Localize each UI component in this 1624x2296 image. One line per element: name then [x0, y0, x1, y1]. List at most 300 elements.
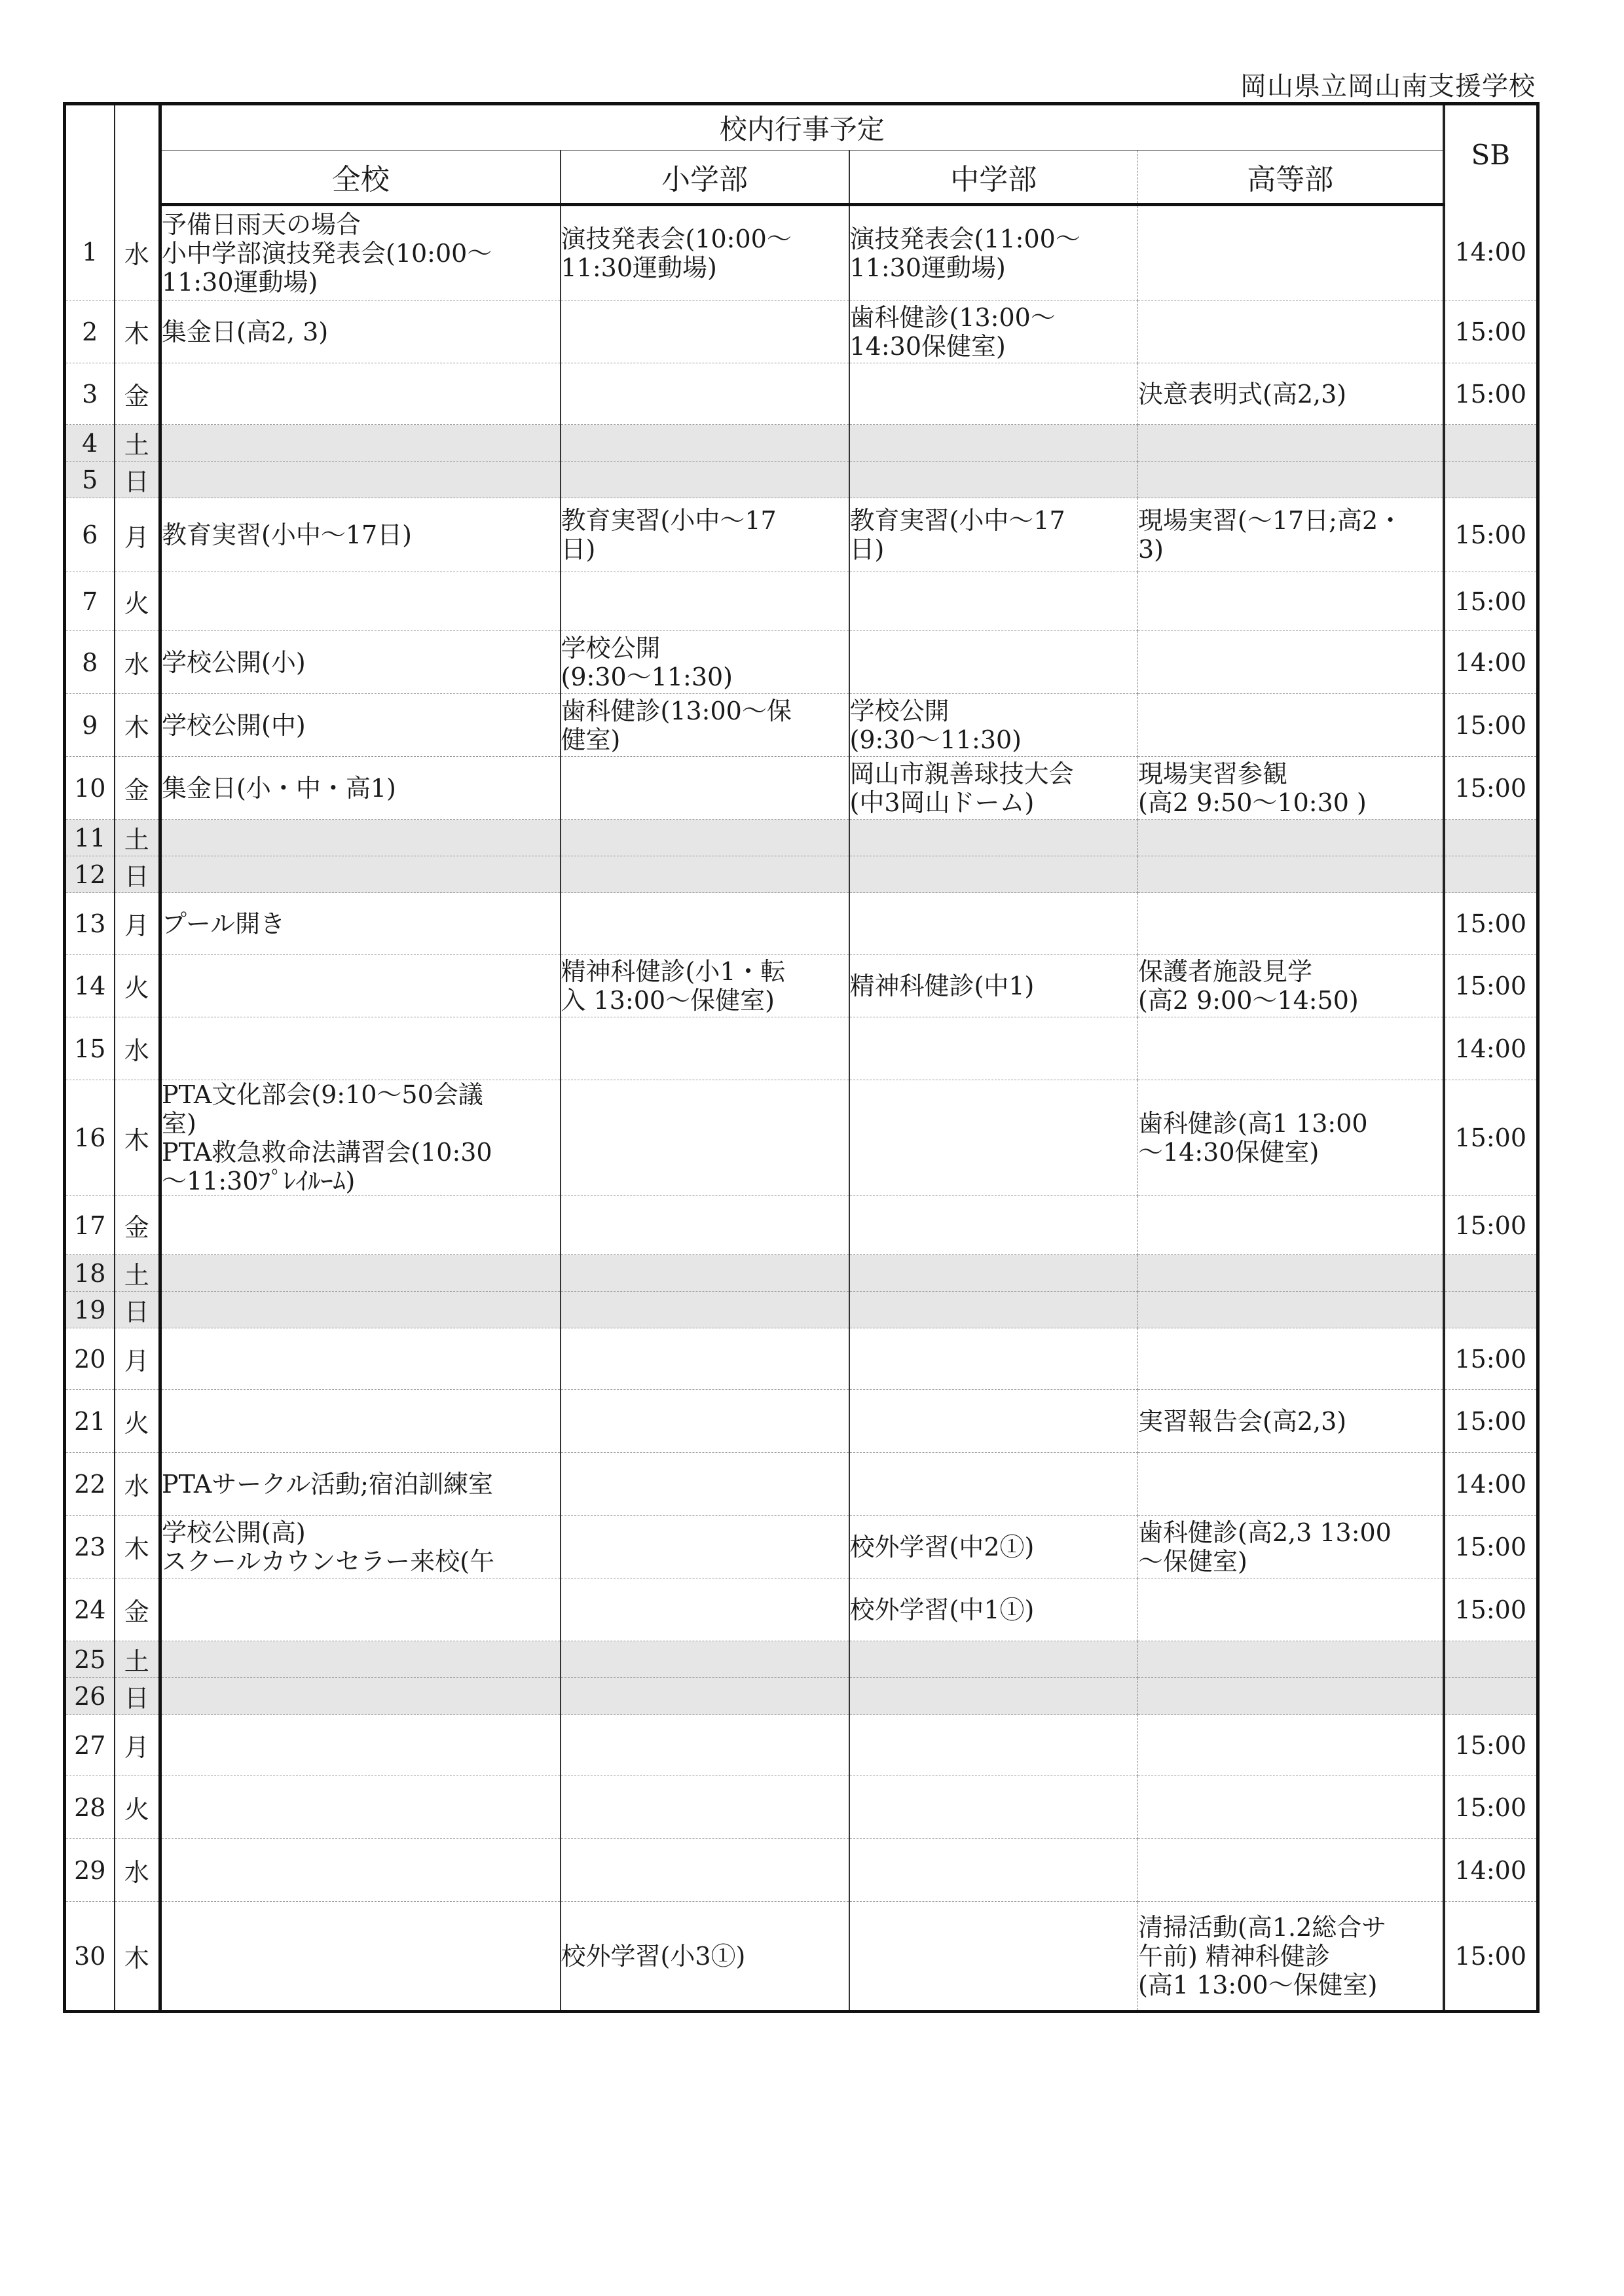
cell-high — [1138, 1678, 1444, 1715]
cell-elementary — [561, 820, 849, 856]
table-row — [65, 205, 1538, 301]
cell-sb-time — [1444, 893, 1538, 955]
table-row — [65, 1678, 1538, 1715]
cell-high — [1138, 572, 1444, 631]
table-row — [65, 757, 1538, 820]
day-of-week-text: 水 — [124, 1858, 149, 1887]
cell-elementary — [561, 1516, 849, 1578]
cell-elementary — [561, 301, 849, 363]
cell-middle — [849, 1516, 1138, 1578]
cell-sb-time-text: 15:00 — [1454, 520, 1527, 549]
cell-high-text: 歯科健診(高1 13:00 ～14:30保健室) — [1138, 1109, 1368, 1167]
cell-sb-time — [1444, 462, 1538, 498]
cell-middle — [849, 1839, 1138, 1902]
day-number-text: 11 — [74, 823, 106, 852]
day-of-week-text: 月 — [124, 522, 149, 552]
cell-elementary — [561, 1776, 849, 1839]
day-of-week-text: 木 — [124, 713, 149, 742]
cell-all-school — [160, 205, 561, 301]
header-middle: 中学部 — [849, 151, 1138, 205]
day-of-week-text: 水 — [124, 240, 149, 269]
day-number-text: 1 — [82, 238, 98, 267]
cell-elementary-text: 演技発表会(10:00～ 11:30運動場) — [561, 224, 792, 282]
day-number — [65, 1080, 115, 1196]
table-row — [65, 1390, 1538, 1453]
cell-middle — [849, 425, 1138, 462]
day-number — [65, 572, 115, 631]
cell-middle-text: 校外学習(中2①) — [849, 1532, 1035, 1561]
cell-elementary — [561, 757, 849, 820]
cell-sb-time — [1444, 1678, 1538, 1715]
cell-middle — [849, 1255, 1138, 1292]
day-number-text: 25 — [74, 1645, 106, 1674]
day-of-week — [115, 572, 160, 631]
cell-middle — [849, 631, 1138, 694]
cell-middle — [849, 1196, 1138, 1255]
table-row — [65, 1641, 1538, 1678]
day-number — [65, 820, 115, 856]
table-row — [65, 1080, 1538, 1196]
day-number — [65, 301, 115, 363]
cell-middle — [849, 893, 1138, 955]
cell-high — [1138, 1578, 1444, 1641]
cell-sb-time-text: 15:00 — [1454, 1793, 1527, 1822]
cell-elementary — [561, 1839, 849, 1902]
cell-middle-text: 教育実習(小中～17 日) — [849, 506, 1065, 564]
cell-high — [1138, 1516, 1444, 1578]
cell-sb-time — [1444, 955, 1538, 1017]
cell-middle — [849, 462, 1138, 498]
cell-elementary — [561, 1715, 849, 1776]
cell-elementary — [561, 363, 849, 425]
cell-elementary — [561, 1578, 849, 1641]
cell-middle — [849, 1453, 1138, 1516]
day-number — [65, 1578, 115, 1641]
cell-all-school — [160, 1453, 561, 1516]
day-of-week — [115, 820, 160, 856]
cell-elementary — [561, 572, 849, 631]
day-of-week — [115, 301, 160, 363]
cell-elementary — [561, 1902, 849, 2012]
day-of-week-text: 金 — [124, 1597, 149, 1626]
cell-sb-time — [1444, 1776, 1538, 1839]
day-of-week — [115, 1292, 160, 1328]
table-row — [65, 1839, 1538, 1902]
cell-middle — [849, 820, 1138, 856]
day-number-text: 26 — [74, 1681, 106, 1711]
day-number — [65, 425, 115, 462]
cell-all-school — [160, 1678, 561, 1715]
day-number — [65, 1328, 115, 1390]
table-row — [65, 363, 1538, 425]
cell-sb-time-text: 14:00 — [1454, 238, 1527, 267]
cell-all-school — [160, 301, 561, 363]
day-of-week-text: 火 — [124, 1795, 149, 1824]
day-number-text: 30 — [74, 1941, 106, 1971]
table-row — [65, 1292, 1538, 1328]
cell-sb-time-text: 15:00 — [1454, 710, 1527, 740]
table-row — [65, 1715, 1538, 1776]
cell-all-school — [160, 1641, 561, 1678]
cell-middle-text: 演技発表会(11:00～ 11:30運動場) — [849, 224, 1080, 282]
event-schedule-table — [63, 102, 1540, 2013]
cell-sb-time-text: 15:00 — [1454, 1730, 1527, 1760]
day-number — [65, 1196, 115, 1255]
cell-high — [1138, 498, 1444, 572]
cell-elementary-text: 歯科健診(13:00～保 健室) — [561, 696, 792, 754]
day-number — [65, 757, 115, 820]
cell-high-text: 現場実習参観 (高2 9:50～10:30 ) — [1138, 759, 1367, 817]
day-number — [65, 1292, 115, 1328]
cell-elementary — [561, 498, 849, 572]
day-of-week-text: 月 — [124, 911, 149, 940]
day-number-text: 18 — [74, 1258, 106, 1288]
table-row — [65, 462, 1538, 498]
day-number — [65, 856, 115, 893]
day-of-week-text: 日 — [124, 1298, 149, 1326]
day-number-text: 7 — [82, 587, 98, 616]
day-of-week — [115, 1017, 160, 1080]
day-of-week-text: 土 — [124, 1647, 149, 1676]
cell-middle — [849, 1776, 1138, 1839]
table-row — [65, 1453, 1538, 1516]
cell-sb-time — [1444, 1017, 1538, 1080]
day-of-week — [115, 498, 160, 572]
cell-middle — [849, 363, 1138, 425]
day-of-week-text: 火 — [124, 1409, 149, 1438]
cell-high — [1138, 694, 1444, 757]
cell-all-school — [160, 893, 561, 955]
day-of-week — [115, 1196, 160, 1255]
cell-sb-time-text: 15:00 — [1454, 1532, 1527, 1561]
cell-all-school-text: 学校公開(中) — [162, 710, 306, 740]
dow-header-blank — [115, 104, 160, 205]
day-of-week — [115, 1678, 160, 1715]
cell-all-school — [160, 462, 561, 498]
day-of-week — [115, 631, 160, 694]
day-number — [65, 955, 115, 1017]
day-number-text: 27 — [74, 1730, 106, 1760]
cell-high — [1138, 462, 1444, 498]
cell-elementary-text: 教育実習(小中～17 日) — [561, 506, 777, 564]
cell-elementary — [561, 955, 849, 1017]
cell-sb-time — [1444, 1255, 1538, 1292]
cell-all-school — [160, 425, 561, 462]
cell-middle-text: 精神科健診(中1) — [849, 971, 1035, 1000]
cell-high — [1138, 1017, 1444, 1080]
cell-sb-time-text: 14:00 — [1454, 1469, 1527, 1499]
header-title: 校内行事予定 — [160, 104, 1444, 151]
cell-elementary — [561, 1255, 849, 1292]
cell-high — [1138, 1292, 1444, 1328]
cell-all-school — [160, 856, 561, 893]
cell-all-school — [160, 820, 561, 856]
header-elementary: 小学部 — [561, 151, 849, 205]
cell-all-school — [160, 498, 561, 572]
day-of-week — [115, 205, 160, 301]
cell-elementary — [561, 631, 849, 694]
day-number — [65, 205, 115, 301]
table-row — [65, 498, 1538, 572]
cell-high — [1138, 955, 1444, 1017]
day-number — [65, 363, 115, 425]
day-number-text: 5 — [82, 465, 98, 494]
header-all: 全校 — [160, 151, 561, 205]
cell-elementary — [561, 205, 849, 301]
day-number-text: 6 — [82, 520, 98, 549]
cell-all-school — [160, 1516, 561, 1578]
cell-sb-time-text: 15:00 — [1454, 317, 1527, 346]
cell-high-text: 実習報告会(高2,3) — [1138, 1406, 1347, 1436]
cell-sb-time-text: 15:00 — [1454, 379, 1527, 409]
table-row — [65, 955, 1538, 1017]
cell-middle — [849, 1080, 1138, 1196]
table-row — [65, 1328, 1538, 1390]
day-number-text: 21 — [74, 1406, 106, 1436]
cell-middle — [849, 1715, 1138, 1776]
cell-high — [1138, 631, 1444, 694]
day-number-text: 4 — [82, 428, 98, 458]
day-number-text: 16 — [74, 1123, 106, 1152]
cell-all-school-text: PTAサークル活動;宿泊訓練室 — [162, 1469, 493, 1499]
cell-middle — [849, 205, 1138, 301]
day-of-week-text: 火 — [124, 974, 149, 1002]
day-of-week-text: 土 — [124, 826, 149, 854]
table-row — [65, 694, 1538, 757]
table-row — [65, 1776, 1538, 1839]
table-row — [65, 1255, 1538, 1292]
day-number-text: 9 — [82, 710, 98, 740]
day-of-week — [115, 856, 160, 893]
day-number-text: 28 — [74, 1793, 106, 1822]
cell-sb-time — [1444, 1578, 1538, 1641]
cell-all-school — [160, 631, 561, 694]
cell-elementary — [561, 1678, 849, 1715]
cell-all-school — [160, 1390, 561, 1453]
table-row — [65, 1578, 1538, 1641]
cell-high — [1138, 893, 1444, 955]
day-of-week-text: 金 — [124, 776, 149, 805]
cell-high — [1138, 757, 1444, 820]
cell-elementary — [561, 1641, 849, 1678]
day-number-text: 24 — [74, 1595, 106, 1624]
cell-high-text: 保護者施設見学 (高2 9:00～14:50) — [1138, 957, 1359, 1015]
cell-middle — [849, 955, 1138, 1017]
day-of-week — [115, 1641, 160, 1678]
table-row — [65, 301, 1538, 363]
cell-all-school — [160, 694, 561, 757]
cell-high — [1138, 425, 1444, 462]
day-number — [65, 1255, 115, 1292]
cell-sb-time-text: 15:00 — [1454, 773, 1527, 803]
cell-elementary — [561, 694, 849, 757]
day-of-week-text: 月 — [124, 1733, 149, 1762]
cell-sb-time-text: 15:00 — [1454, 909, 1527, 938]
day-of-week-text: 日 — [124, 467, 149, 496]
cell-high — [1138, 1255, 1444, 1292]
day-of-week — [115, 1516, 160, 1578]
day-of-week — [115, 1080, 160, 1196]
cell-all-school-text: プール開き — [162, 909, 286, 938]
cell-sb-time — [1444, 1328, 1538, 1390]
cell-high-text: 歯科健診(高2,3 13:00 ～保健室) — [1138, 1518, 1392, 1576]
cell-middle — [849, 572, 1138, 631]
day-number-text: 29 — [74, 1855, 106, 1885]
day-of-week-text: 日 — [124, 1684, 149, 1713]
cell-middle — [849, 757, 1138, 820]
cell-elementary — [561, 1196, 849, 1255]
cell-sb-time-text: 14:00 — [1454, 647, 1527, 677]
cell-high-text: 現場実習(～17日;高2・ 3) — [1138, 506, 1403, 564]
cell-sb-time — [1444, 1902, 1538, 2012]
day-number — [65, 1839, 115, 1902]
day-of-week — [115, 955, 160, 1017]
day-of-week-text: 月 — [124, 1347, 149, 1376]
cell-sb-time — [1444, 820, 1538, 856]
cell-sb-time-text: 15:00 — [1454, 587, 1527, 616]
cell-sb-time — [1444, 1715, 1538, 1776]
day-of-week-text: 木 — [124, 1125, 149, 1155]
cell-sb-time — [1444, 1080, 1538, 1196]
table-row — [65, 572, 1538, 631]
cell-sb-time-text: 15:00 — [1454, 1211, 1527, 1240]
day-of-week — [115, 425, 160, 462]
cell-sb-time — [1444, 757, 1538, 820]
cell-sb-time — [1444, 205, 1538, 301]
day-of-week — [115, 363, 160, 425]
cell-sb-time — [1444, 631, 1538, 694]
cell-sb-time — [1444, 498, 1538, 572]
day-of-week — [115, 757, 160, 820]
cell-high — [1138, 1715, 1444, 1776]
day-of-week — [115, 1453, 160, 1516]
cell-middle-text: 校外学習(中1①) — [849, 1595, 1035, 1624]
cell-all-school — [160, 1328, 561, 1390]
cell-sb-time — [1444, 1292, 1538, 1328]
cell-sb-time — [1444, 301, 1538, 363]
table-row — [65, 893, 1538, 955]
day-number-text: 22 — [74, 1469, 106, 1499]
day-of-week-text: 水 — [124, 650, 149, 679]
cell-all-school-text: 予備日雨天の場合 小中学部演技発表会(10:00～ 11:30運動場) — [162, 210, 492, 297]
cell-middle — [849, 1292, 1138, 1328]
day-of-week — [115, 1902, 160, 2012]
cell-high — [1138, 1839, 1444, 1902]
day-number-text: 23 — [74, 1532, 106, 1561]
day-of-week-text: 水 — [124, 1472, 149, 1501]
table-row — [65, 820, 1538, 856]
cell-elementary — [561, 1292, 849, 1328]
day-of-week-text: 火 — [124, 589, 149, 618]
cell-sb-time-text: 15:00 — [1454, 1406, 1527, 1436]
cell-all-school-text: PTA文化部会(9:10～50会議 室) PTA救急救命法講習会(10:30 ～11:30ﾌﾟﾚｲﾙｰﾑ) — [162, 1080, 492, 1195]
cell-high — [1138, 301, 1444, 363]
cell-high — [1138, 363, 1444, 425]
cell-high — [1138, 1453, 1444, 1516]
day-number-text: 2 — [82, 317, 98, 346]
cell-all-school — [160, 1255, 561, 1292]
cell-sb-time-text: 15:00 — [1454, 1941, 1527, 1971]
day-of-week-text: 金 — [124, 382, 149, 410]
cell-middle — [849, 1902, 1138, 2012]
day-of-week-text: 金 — [124, 1213, 149, 1242]
table-row — [65, 631, 1538, 694]
cell-middle — [849, 1328, 1138, 1390]
day-number-text: 14 — [74, 971, 106, 1000]
day-number-text: 12 — [74, 860, 106, 889]
cell-all-school-text: 学校公開(小) — [162, 647, 306, 677]
day-of-week — [115, 1255, 160, 1292]
cell-middle — [849, 1017, 1138, 1080]
header-sb: SB — [1444, 104, 1538, 205]
day-number — [65, 694, 115, 757]
table-row — [65, 1196, 1538, 1255]
cell-sb-time — [1444, 694, 1538, 757]
cell-high — [1138, 1080, 1444, 1196]
header-high: 高等部 — [1138, 151, 1444, 205]
cell-high — [1138, 1328, 1444, 1390]
cell-high — [1138, 205, 1444, 301]
cell-sb-time-text: 15:00 — [1454, 1595, 1527, 1624]
table-row — [65, 1017, 1538, 1080]
cell-all-school — [160, 757, 561, 820]
cell-middle — [849, 498, 1138, 572]
cell-elementary — [561, 425, 849, 462]
cell-all-school — [160, 1196, 561, 1255]
cell-middle — [849, 301, 1138, 363]
cell-sb-time — [1444, 363, 1538, 425]
cell-high — [1138, 1902, 1444, 2012]
table-row — [65, 1516, 1538, 1578]
school-name: 岡山県立岡山南支援学校 — [1240, 71, 1536, 101]
day-number — [65, 498, 115, 572]
day-of-week-text: 水 — [124, 1036, 149, 1065]
cell-middle — [849, 856, 1138, 893]
cell-all-school — [160, 572, 561, 631]
table-row — [65, 1902, 1538, 2012]
day-number-text: 3 — [82, 379, 98, 409]
cell-all-school-text: 学校公開(高) スクールカウンセラー来校(午 — [162, 1518, 495, 1576]
cell-middle — [849, 1390, 1138, 1453]
cell-elementary-text: 学校公開 (9:30～11:30) — [561, 633, 733, 691]
day-of-week — [115, 893, 160, 955]
cell-all-school — [160, 1017, 561, 1080]
cell-elementary — [561, 893, 849, 955]
cell-elementary — [561, 462, 849, 498]
cell-sb-time — [1444, 1196, 1538, 1255]
cell-high — [1138, 1390, 1444, 1453]
day-number — [65, 1902, 115, 2012]
cell-sb-time-text: 14:00 — [1454, 1034, 1527, 1063]
day-number-text: 13 — [74, 909, 106, 938]
cell-sb-time — [1444, 856, 1538, 893]
cell-all-school — [160, 1902, 561, 2012]
cell-middle — [849, 1578, 1138, 1641]
cell-all-school — [160, 363, 561, 425]
cell-high — [1138, 1641, 1444, 1678]
cell-sb-time — [1444, 1641, 1538, 1678]
day-number-text: 10 — [74, 773, 106, 803]
day-number — [65, 1017, 115, 1080]
cell-all-school — [160, 1080, 561, 1196]
cell-middle-text: 学校公開 (9:30～11:30) — [849, 696, 1022, 754]
cell-sb-time-text: 15:00 — [1454, 1123, 1527, 1152]
day-number — [65, 1641, 115, 1678]
cell-high — [1138, 856, 1444, 893]
day-header-blank — [65, 104, 115, 205]
day-number — [65, 1453, 115, 1516]
cell-high — [1138, 820, 1444, 856]
